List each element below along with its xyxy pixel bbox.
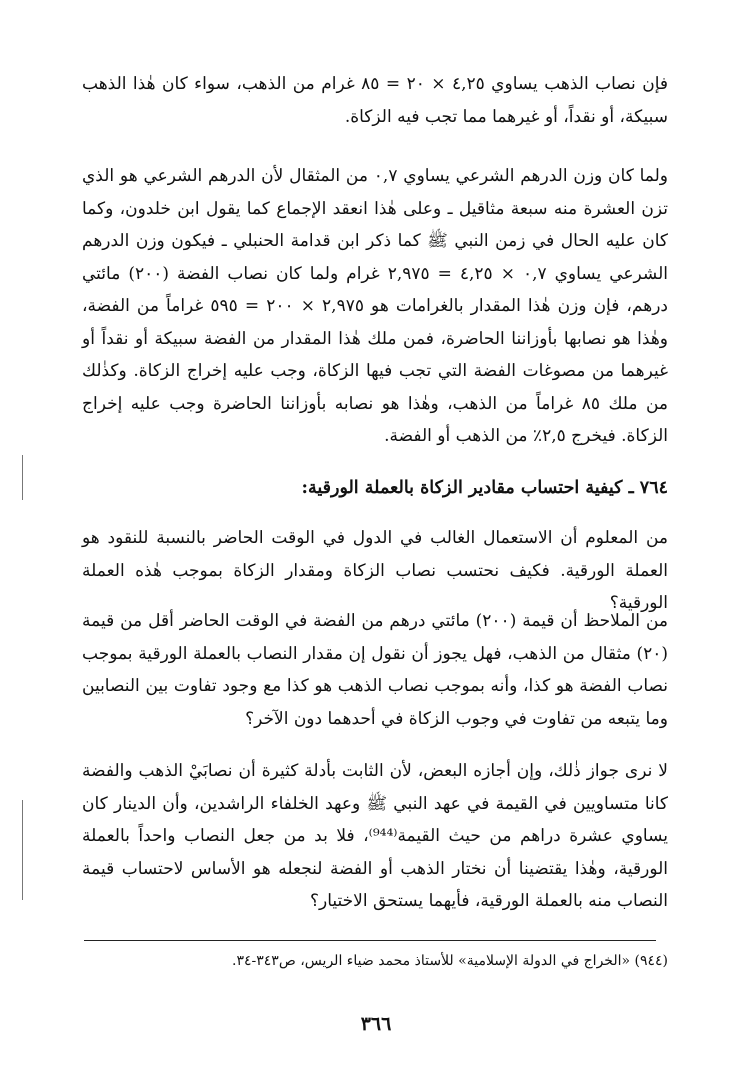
page-number: ٣٦٦	[360, 1013, 392, 1035]
paragraph-dirham-weight: ولما كان وزن الدرهم الشرعي يساوي ٠,٧ من المثقال لأن الدرهم الشرعي هو الذي تزن العشرة منه سبعة مثاقيل ـ وعلى هٰذا انعقد الإجماع كما يقول ابن خلدون، وكما كان عليه الحال في زمن النبي ﷺ كما ذكر ابن قدامة الحنبلي ـ فيكون وزن الدرهم الشرعي يساوي ٠,٧ × ٤,٢٥ = ٢,٩٧٥ غرام ولما كان نصاب الفضة (٢٠٠) مائتي درهم، فإن وزن هٰذا المقدار بالغرامات هو ٢,٩٧٥ × ٢٠٠ = ٥٩٥ غراماً من الفضة، وهٰذا هو نصابها بأوزاننا الحاضرة، فمن ملك هٰذا المقدار من الفضة سبيكة أو نقداً أو غيرهما من مصوغات الفضة التي تجب فيها الزكاة، وجب عليه إخراج الزكاة. وكذٰلك من ملك ٨٥ غراماً من الذهب، وهٰذا هو نصابه بأوزاننا الحاضرة وجب عليه إخراج الزكاة. فيخرج ٢,٥٪ من الذهب أو الفضة.	[82, 166, 669, 446]
paragraph-paper-currency: من المعلوم أن الاستعمال الغالب في الدول في الوقت الحاضر بالنسبة للنقود هو العملة الورقية. فكيف نحتسب نصاب الزكاة ومقدار الزكاة بموجب هٰذه العملة الورقية؟	[82, 528, 668, 613]
paragraph-opinion: لا نرى جواز ذٰلك، وإن أجازه البعض، لأن الثابت بأدلة كثيرة أن نصابَيْ الذهب والفضة كانا متساويين في القيمة في عهد النبي ﷺ وعهد الخلفاء الراشدين، وأن الدينار كان يساوي عشرة دراهم من حيث القيمة⁽⁹⁴⁴⁾، فلا بد من جعل النصاب واحداً بالعملة الورقية، وهٰذا يقتضينا أن نختار الذهب أو الفضة لنجعله هو الأساس لاحتساب قيمة النصاب منه بالعملة الورقية، فأيهما يستحق الاختيار؟	[82, 761, 668, 911]
paragraph-nisab-gold: فإن نصاب الذهب يساوي ٤,٢٥ × ٢٠ = ٨٥ غرام من الذهب، سواء كان هٰذا الذهب سبيكة، أو نقداً، أو غيرهما مما تجب فيه الزكاة.	[82, 74, 669, 127]
paragraph-value-difference: من الملاحظ أن قيمة (٢٠٠) مائتي درهم من الفضة في الوقت الحاضر أقل من قيمة (٢٠) مثقال من الذهب، فهل يجوز أن نقول إن مقدار النصاب بالعملة الورقية بموجب نصاب الفضة هو كذا، وأنه بموجب نصاب الذهب هو كذا مع وجود تفاوت بين النصابين وما يتبعه من تفاوت في وجوب الزكاة في أحدهما دون الآخر؟	[82, 611, 668, 729]
margin-line	[22, 800, 23, 900]
margin-line	[22, 455, 23, 500]
section-heading: ٧٦٤ ـ كيفية احتساب مقادير الزكاة بالعملة الورقية:	[301, 478, 668, 498]
footnote: (٩٤٤) «الخراج في الدولة الإسلامية» للأستاذ محمد ضياء الريس، ص٣٤٣-٣٤.	[232, 953, 668, 969]
footnote-divider	[84, 940, 656, 941]
